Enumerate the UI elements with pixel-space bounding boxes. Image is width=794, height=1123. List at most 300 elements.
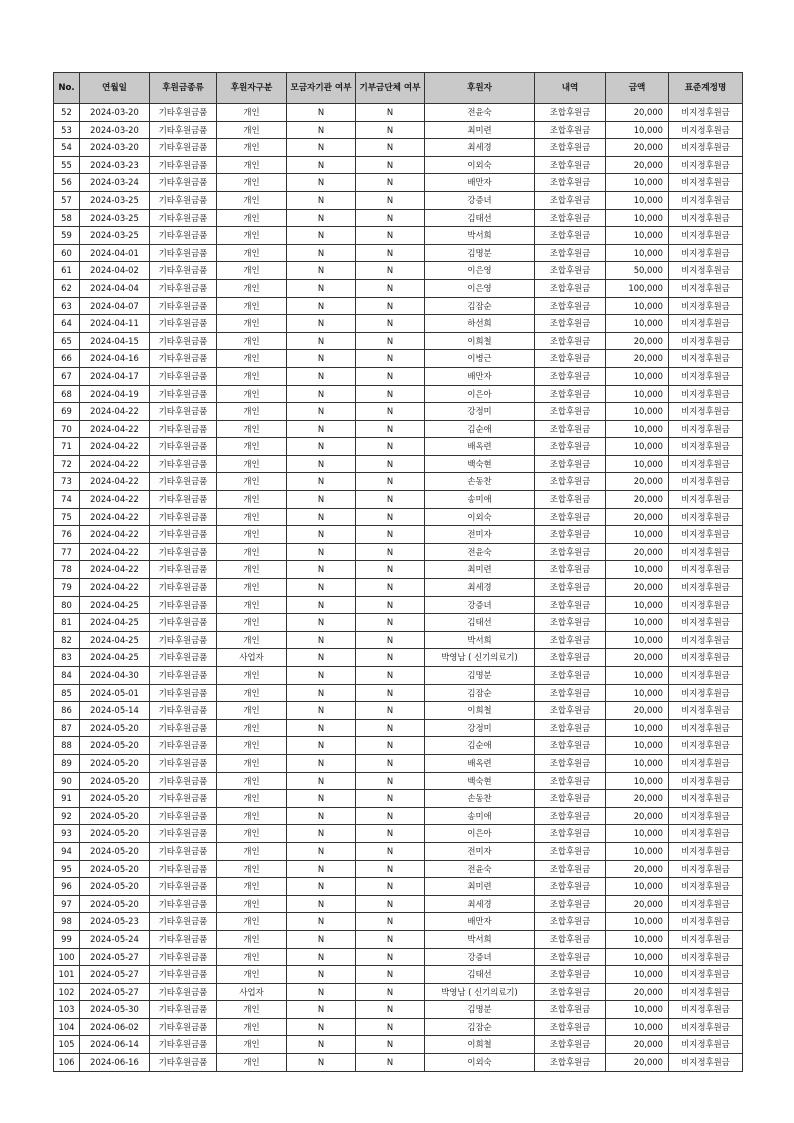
cell-charity-flag: N [356, 350, 425, 368]
table-row [54, 1001, 743, 1019]
cell-amount: 20,000 [606, 156, 669, 174]
cell-donor-class: 개인 [217, 244, 287, 262]
cell-no: 87 [54, 719, 80, 737]
cell-detail: 조합후원금 [535, 737, 606, 755]
cell-no: 84 [54, 667, 80, 685]
cell-charity-flag: N [356, 227, 425, 245]
cell-donor-class: 개인 [217, 367, 287, 385]
cell-date: 2024-04-11 [80, 315, 150, 333]
cell-amount: 20,000 [606, 1036, 669, 1054]
cell-fundraiser-flag: N [287, 631, 356, 649]
cell-donor: 강증녀 [425, 948, 535, 966]
column-header-donor-class: 후원자구분 [217, 73, 287, 104]
cell-no: 98 [54, 913, 80, 931]
cell-donor: 배옥련 [425, 754, 535, 772]
cell-type: 기타후원금품 [150, 579, 217, 597]
cell-no: 65 [54, 332, 80, 350]
cell-donor: 김명분 [425, 244, 535, 262]
cell-account: 비지정후원금 [669, 561, 743, 579]
table-row [54, 966, 743, 984]
cell-account: 비지정후원금 [669, 1036, 743, 1054]
cell-donor-class: 개인 [217, 438, 287, 456]
cell-type: 기타후원금품 [150, 684, 217, 702]
cell-donor: 박영남 ( 신기의료기) [425, 649, 535, 667]
cell-donor-class: 개인 [217, 667, 287, 685]
cell-date: 2024-04-22 [80, 403, 150, 421]
cell-date: 2024-03-25 [80, 191, 150, 209]
cell-no: 73 [54, 473, 80, 491]
cell-detail: 조합후원금 [535, 614, 606, 632]
cell-donor-class: 개인 [217, 631, 287, 649]
cell-fundraiser-flag: N [287, 754, 356, 772]
cell-donor: 박서희 [425, 227, 535, 245]
cell-type: 기타후원금품 [150, 297, 217, 315]
cell-donor: 이외숙 [425, 508, 535, 526]
cell-type: 기타후원금품 [150, 438, 217, 456]
cell-donor: 최세경 [425, 895, 535, 913]
cell-donor: 배만자 [425, 367, 535, 385]
table-row [54, 631, 743, 649]
cell-date: 2024-05-20 [80, 895, 150, 913]
cell-date: 2024-05-23 [80, 913, 150, 931]
cell-date: 2024-05-27 [80, 948, 150, 966]
cell-amount: 10,000 [606, 614, 669, 632]
cell-donor-class: 사업자 [217, 983, 287, 1001]
cell-type: 기타후원금품 [150, 983, 217, 1001]
cell-type: 기타후원금품 [150, 385, 217, 403]
cell-donor-class: 개인 [217, 543, 287, 561]
cell-charity-flag: N [356, 1018, 425, 1036]
cell-donor-class: 개인 [217, 209, 287, 227]
cell-date: 2024-04-16 [80, 350, 150, 368]
cell-account: 비지정후원금 [669, 1001, 743, 1019]
table-row [54, 315, 743, 333]
cell-no: 69 [54, 403, 80, 421]
cell-donor-class: 개인 [217, 860, 287, 878]
cell-account: 비지정후원금 [669, 279, 743, 297]
cell-no: 102 [54, 983, 80, 1001]
cell-no: 88 [54, 737, 80, 755]
cell-detail: 조합후원금 [535, 649, 606, 667]
cell-detail: 조합후원금 [535, 403, 606, 421]
cell-amount: 10,000 [606, 631, 669, 649]
cell-donor-class: 개인 [217, 174, 287, 192]
cell-donor-class: 개인 [217, 825, 287, 843]
table-header [54, 73, 743, 104]
cell-charity-flag: N [356, 191, 425, 209]
table-row [54, 737, 743, 755]
cell-amount: 20,000 [606, 790, 669, 808]
table-row [54, 702, 743, 720]
table-body [54, 104, 743, 1072]
cell-type: 기타후원금품 [150, 473, 217, 491]
cell-charity-flag: N [356, 860, 425, 878]
cell-donor: 백숙현 [425, 455, 535, 473]
cell-no: 66 [54, 350, 80, 368]
cell-charity-flag: N [356, 315, 425, 333]
cell-date: 2024-03-24 [80, 174, 150, 192]
cell-donor-class: 사업자 [217, 649, 287, 667]
cell-account: 비지정후원금 [669, 403, 743, 421]
cell-donor: 이은영 [425, 262, 535, 280]
cell-no: 71 [54, 438, 80, 456]
cell-amount: 10,000 [606, 297, 669, 315]
cell-fundraiser-flag: N [287, 948, 356, 966]
cell-date: 2024-05-01 [80, 684, 150, 702]
cell-type: 기타후원금품 [150, 174, 217, 192]
cell-fundraiser-flag: N [287, 684, 356, 702]
cell-detail: 조합후원금 [535, 191, 606, 209]
cell-amount: 20,000 [606, 860, 669, 878]
cell-detail: 조합후원금 [535, 526, 606, 544]
cell-date: 2024-05-14 [80, 702, 150, 720]
cell-donor-class: 개인 [217, 385, 287, 403]
table-row [54, 649, 743, 667]
cell-no: 99 [54, 930, 80, 948]
cell-fundraiser-flag: N [287, 860, 356, 878]
cell-date: 2024-05-20 [80, 807, 150, 825]
cell-type: 기타후원금품 [150, 1001, 217, 1019]
table-row [54, 491, 743, 509]
cell-no: 89 [54, 754, 80, 772]
cell-donor: 이희철 [425, 332, 535, 350]
cell-donor: 박영남 ( 신기의료기) [425, 983, 535, 1001]
cell-account: 비지정후원금 [669, 315, 743, 333]
cell-fundraiser-flag: N [287, 1001, 356, 1019]
cell-charity-flag: N [356, 491, 425, 509]
cell-charity-flag: N [356, 244, 425, 262]
cell-account: 비지정후원금 [669, 579, 743, 597]
cell-amount: 10,000 [606, 227, 669, 245]
cell-amount: 10,000 [606, 842, 669, 860]
cell-type: 기타후원금품 [150, 279, 217, 297]
cell-type: 기타후원금품 [150, 1018, 217, 1036]
cell-charity-flag: N [356, 420, 425, 438]
cell-no: 95 [54, 860, 80, 878]
cell-charity-flag: N [356, 209, 425, 227]
cell-account: 비지정후원금 [669, 772, 743, 790]
cell-date: 2024-04-22 [80, 438, 150, 456]
cell-charity-flag: N [356, 297, 425, 315]
cell-type: 기타후원금품 [150, 842, 217, 860]
cell-detail: 조합후원금 [535, 772, 606, 790]
cell-donor: 박서희 [425, 631, 535, 649]
cell-amount: 10,000 [606, 966, 669, 984]
cell-type: 기타후원금품 [150, 315, 217, 333]
cell-detail: 조합후원금 [535, 702, 606, 720]
cell-amount: 20,000 [606, 895, 669, 913]
cell-donor-class: 개인 [217, 473, 287, 491]
cell-date: 2024-05-20 [80, 842, 150, 860]
cell-amount: 10,000 [606, 772, 669, 790]
cell-donor: 배만자 [425, 174, 535, 192]
cell-donor-class: 개인 [217, 737, 287, 755]
cell-detail: 조합후원금 [535, 543, 606, 561]
cell-charity-flag: N [356, 279, 425, 297]
cell-date: 2024-04-25 [80, 596, 150, 614]
cell-donor: 전미자 [425, 842, 535, 860]
cell-detail: 조합후원금 [535, 667, 606, 685]
cell-amount: 50,000 [606, 262, 669, 280]
cell-detail: 조합후원금 [535, 1036, 606, 1054]
cell-account: 비지정후원금 [669, 966, 743, 984]
cell-detail: 조합후원금 [535, 878, 606, 896]
cell-charity-flag: N [356, 754, 425, 772]
cell-charity-flag: N [356, 332, 425, 350]
table-row [54, 790, 743, 808]
cell-date: 2024-05-20 [80, 737, 150, 755]
cell-detail: 조합후원금 [535, 508, 606, 526]
cell-fundraiser-flag: N [287, 878, 356, 896]
cell-date: 2024-04-22 [80, 543, 150, 561]
cell-fundraiser-flag: N [287, 807, 356, 825]
cell-amount: 20,000 [606, 139, 669, 157]
cell-fundraiser-flag: N [287, 367, 356, 385]
cell-fundraiser-flag: N [287, 596, 356, 614]
header-row [54, 73, 743, 104]
cell-date: 2024-04-22 [80, 491, 150, 509]
cell-amount: 10,000 [606, 403, 669, 421]
cell-charity-flag: N [356, 913, 425, 931]
cell-donor: 최미련 [425, 878, 535, 896]
cell-account: 비지정후원금 [669, 913, 743, 931]
cell-date: 2024-04-07 [80, 297, 150, 315]
cell-type: 기타후원금품 [150, 104, 217, 122]
cell-donor: 하선희 [425, 315, 535, 333]
cell-donor: 강정미 [425, 403, 535, 421]
cell-charity-flag: N [356, 473, 425, 491]
cell-date: 2024-03-23 [80, 156, 150, 174]
cell-donor: 김순애 [425, 737, 535, 755]
cell-charity-flag: N [356, 702, 425, 720]
table-row [54, 1036, 743, 1054]
cell-donor: 이은아 [425, 825, 535, 843]
cell-donor: 최세경 [425, 579, 535, 597]
cell-fundraiser-flag: N [287, 332, 356, 350]
cell-amount: 20,000 [606, 983, 669, 1001]
cell-donor-class: 개인 [217, 790, 287, 808]
cell-donor-class: 개인 [217, 156, 287, 174]
cell-no: 56 [54, 174, 80, 192]
cell-no: 91 [54, 790, 80, 808]
cell-amount: 10,000 [606, 719, 669, 737]
cell-date: 2024-04-30 [80, 667, 150, 685]
cell-fundraiser-flag: N [287, 244, 356, 262]
cell-donor-class: 개인 [217, 297, 287, 315]
cell-amount: 10,000 [606, 526, 669, 544]
cell-donor: 박서희 [425, 930, 535, 948]
cell-detail: 조합후원금 [535, 913, 606, 931]
cell-account: 비지정후원금 [669, 262, 743, 280]
cell-detail: 조합후원금 [535, 139, 606, 157]
cell-fundraiser-flag: N [287, 508, 356, 526]
cell-no: 59 [54, 227, 80, 245]
cell-date: 2024-04-19 [80, 385, 150, 403]
table-row [54, 385, 743, 403]
cell-no: 104 [54, 1018, 80, 1036]
cell-detail: 조합후원금 [535, 473, 606, 491]
cell-account: 비지정후원금 [669, 508, 743, 526]
column-header-fundraiser-flag: 모금자기관 여부 [287, 73, 356, 104]
cell-detail: 조합후원금 [535, 825, 606, 843]
cell-date: 2024-04-22 [80, 579, 150, 597]
cell-no: 92 [54, 807, 80, 825]
donation-ledger-table [53, 72, 743, 1072]
cell-fundraiser-flag: N [287, 983, 356, 1001]
cell-amount: 10,000 [606, 1001, 669, 1019]
cell-donor-class: 개인 [217, 754, 287, 772]
cell-account: 비지정후원금 [669, 174, 743, 192]
cell-amount: 10,000 [606, 244, 669, 262]
cell-date: 2024-04-15 [80, 332, 150, 350]
cell-account: 비지정후원금 [669, 332, 743, 350]
cell-detail: 조합후원금 [535, 596, 606, 614]
cell-date: 2024-03-25 [80, 227, 150, 245]
cell-fundraiser-flag: N [287, 649, 356, 667]
cell-account: 비지정후원금 [669, 1018, 743, 1036]
cell-donor-class: 개인 [217, 719, 287, 737]
cell-detail: 조합후원금 [535, 438, 606, 456]
column-header-type: 후원금종류 [150, 73, 217, 104]
cell-charity-flag: N [356, 526, 425, 544]
table-row [54, 948, 743, 966]
cell-donor: 김순애 [425, 420, 535, 438]
cell-detail: 조합후원금 [535, 895, 606, 913]
cell-type: 기타후원금품 [150, 895, 217, 913]
cell-donor-class: 개인 [217, 508, 287, 526]
cell-detail: 조합후원금 [535, 631, 606, 649]
cell-type: 기타후원금품 [150, 262, 217, 280]
cell-account: 비지정후원금 [669, 983, 743, 1001]
cell-account: 비지정후원금 [669, 227, 743, 245]
column-header-no: No. [54, 73, 80, 104]
table-row [54, 1018, 743, 1036]
cell-detail: 조합후원금 [535, 244, 606, 262]
cell-donor-class: 개인 [217, 455, 287, 473]
cell-no: 100 [54, 948, 80, 966]
cell-no: 80 [54, 596, 80, 614]
cell-no: 81 [54, 614, 80, 632]
cell-amount: 10,000 [606, 913, 669, 931]
cell-account: 비지정후원금 [669, 825, 743, 843]
cell-amount: 10,000 [606, 420, 669, 438]
cell-detail: 조합후원금 [535, 842, 606, 860]
cell-donor: 이은아 [425, 385, 535, 403]
cell-charity-flag: N [356, 1036, 425, 1054]
cell-fundraiser-flag: N [287, 772, 356, 790]
table-row [54, 895, 743, 913]
cell-donor: 전미자 [425, 526, 535, 544]
cell-type: 기타후원금품 [150, 860, 217, 878]
cell-donor-class: 개인 [217, 403, 287, 421]
cell-donor-class: 개인 [217, 948, 287, 966]
cell-no: 63 [54, 297, 80, 315]
cell-date: 2024-03-20 [80, 104, 150, 122]
cell-account: 비지정후원금 [669, 350, 743, 368]
cell-account: 비지정후원금 [669, 895, 743, 913]
cell-no: 94 [54, 842, 80, 860]
cell-date: 2024-06-14 [80, 1036, 150, 1054]
cell-charity-flag: N [356, 983, 425, 1001]
cell-date: 2024-04-17 [80, 367, 150, 385]
cell-donor: 이외숙 [425, 156, 535, 174]
cell-fundraiser-flag: N [287, 1018, 356, 1036]
cell-fundraiser-flag: N [287, 1036, 356, 1054]
cell-fundraiser-flag: N [287, 262, 356, 280]
cell-type: 기타후원금품 [150, 719, 217, 737]
cell-detail: 조합후원금 [535, 227, 606, 245]
cell-date: 2024-04-04 [80, 279, 150, 297]
cell-no: 78 [54, 561, 80, 579]
cell-account: 비지정후원금 [669, 209, 743, 227]
table-row [54, 825, 743, 843]
cell-account: 비지정후원금 [669, 842, 743, 860]
cell-account: 비지정후원금 [669, 614, 743, 632]
cell-no: 74 [54, 491, 80, 509]
cell-amount: 10,000 [606, 737, 669, 755]
cell-donor: 전윤숙 [425, 543, 535, 561]
cell-date: 2024-04-22 [80, 455, 150, 473]
cell-type: 기타후원금품 [150, 930, 217, 948]
cell-detail: 조합후원금 [535, 455, 606, 473]
cell-account: 비지정후원금 [669, 807, 743, 825]
cell-charity-flag: N [356, 825, 425, 843]
table-row [54, 878, 743, 896]
cell-type: 기타후원금품 [150, 121, 217, 139]
cell-charity-flag: N [356, 966, 425, 984]
cell-detail: 조합후원금 [535, 174, 606, 192]
cell-fundraiser-flag: N [287, 491, 356, 509]
cell-donor: 최미련 [425, 121, 535, 139]
cell-no: 86 [54, 702, 80, 720]
cell-type: 기타후원금품 [150, 244, 217, 262]
cell-type: 기타후원금품 [150, 543, 217, 561]
cell-account: 비지정후원금 [669, 297, 743, 315]
cell-charity-flag: N [356, 948, 425, 966]
cell-type: 기타후원금품 [150, 754, 217, 772]
cell-donor-class: 개인 [217, 895, 287, 913]
cell-fundraiser-flag: N [287, 156, 356, 174]
cell-no: 52 [54, 104, 80, 122]
cell-detail: 조합후원금 [535, 315, 606, 333]
cell-type: 기타후원금품 [150, 508, 217, 526]
cell-charity-flag: N [356, 631, 425, 649]
cell-amount: 20,000 [606, 104, 669, 122]
cell-charity-flag: N [356, 719, 425, 737]
cell-donor: 백숙현 [425, 772, 535, 790]
cell-donor: 전윤숙 [425, 104, 535, 122]
cell-donor-class: 개인 [217, 596, 287, 614]
cell-donor: 이희철 [425, 1036, 535, 1054]
cell-amount: 10,000 [606, 438, 669, 456]
cell-amount: 20,000 [606, 491, 669, 509]
cell-no: 70 [54, 420, 80, 438]
cell-no: 60 [54, 244, 80, 262]
cell-fundraiser-flag: N [287, 191, 356, 209]
cell-amount: 20,000 [606, 1054, 669, 1072]
cell-donor-class: 개인 [217, 227, 287, 245]
cell-charity-flag: N [356, 930, 425, 948]
cell-type: 기타후원금품 [150, 667, 217, 685]
cell-date: 2024-05-20 [80, 860, 150, 878]
table-row [54, 473, 743, 491]
cell-no: 76 [54, 526, 80, 544]
cell-fundraiser-flag: N [287, 315, 356, 333]
cell-type: 기타후원금품 [150, 420, 217, 438]
cell-donor: 김태선 [425, 966, 535, 984]
table-row [54, 772, 743, 790]
cell-detail: 조합후원금 [535, 209, 606, 227]
